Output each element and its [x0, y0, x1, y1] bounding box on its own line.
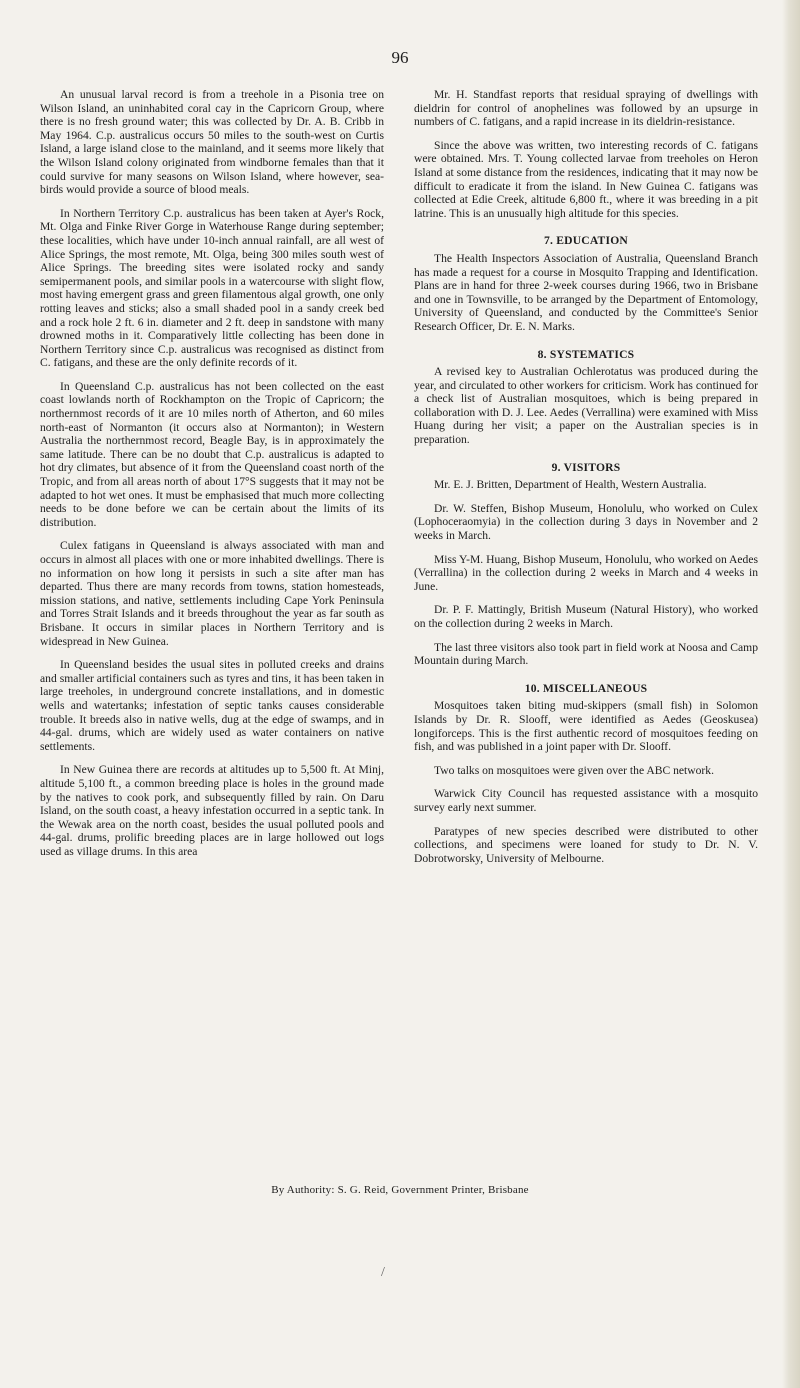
- paragraph: In New Guinea there are records at altitudes up to 5,500 ft. At Minj, altitude 5,100 ft., a common breeding place is holes in the ground made by the natives to cook pork, and subsequently filled by rain. On Daru Island, on the south coast, a heavy infestation occurred in a septic tank. In the Wewak area on the north coast, besides the usual polluted pools and 44-gal. drums, prolific breeding places are in large hollowed out logs used as village drums. In this area: [40, 763, 384, 858]
- section-heading: 8. SYSTEMATICS: [537, 347, 635, 361]
- page-edge: [782, 0, 800, 1388]
- paragraph: Mr. H. Standfast reports that residual spraying of dwellings with dieldrin for control of anophelines was followed by an upsurge in numbers of C. fatigans, and a rapid increase in its dieldrin-resistance.: [414, 88, 758, 129]
- right-column: [414, 88, 758, 875]
- section-heading: 9. VISITORS: [551, 460, 621, 474]
- page-number: 96: [391, 48, 409, 67]
- paragraph: A revised key to Australian Ochlerotatus was produced during the year, and circulated to other workers for criticism. Work has continued for a check list of Australian mosquitoes, which is being prepared in collaboration with D. J. Lee. Aedes (Verrallina) were examined with Miss Huang during her visit; a paper on the Australian species is in preparation.: [414, 365, 758, 447]
- paragraph: The last three visitors also took part in field work at Noosa and Camp Mountain during March.: [414, 640, 758, 668]
- paragraph: Mr. E. J. Britten, Department of Health, Western Australia.: [434, 478, 707, 492]
- paragraph: Culex fatigans in Queensland is always associated with man and occurs in almost all places with one or more inhabited dwellings. There is no information on how long it persists in such a site after man has departed. Thus there are many records from towns, station homesteads, mission stations, and native, settlements including Cape York Peninsula and Torres Strait Islands and it breeds throughout the year as far south as Brisbane. It occurs in similar places in Northern Territory and is widespread in New Guinea.: [40, 539, 384, 648]
- paragraph: Dr. W. Steffen, Bishop Museum, Honolulu, who worked on Culex (Lophoceraomyia) in the collection during 3 days in November and 2 weeks in March.: [414, 501, 758, 543]
- printer-imprint: By Authority: S. G. Reid, Government Printer, Brisbane: [271, 1184, 529, 1196]
- paragraph: In Queensland C.p. australicus has not been collected on the east coast lowlands north of Rockhampton on the Tropic of Capricorn; the northernmost records of it are 10 miles north of Atherton, and 60 miles north-east of Normanton (it occurs also at Normanton); in Western Australia the northernmost record, Beagle Bay, is in approximately the same latitude. There can be no doubt that C.p. australicus is adapted to hot dry climates, but absence of it from the Queensland coast north of the Tropic, and from all areas north of about 17°S suggests that it may not be adapted to hot wet ones. It must be emphasised that much more collecting needs to be done before we can be certain about the limits of its distribution.: [40, 379, 384, 529]
- left-column: [40, 88, 384, 868]
- stray-mark: /: [381, 1265, 385, 1280]
- section-heading: 10. MISCELLANEOUS: [524, 681, 648, 695]
- paragraph: Two talks on mosquitoes were given over the ABC network.: [434, 763, 714, 777]
- paragraph: Miss Y-M. Huang, Bishop Museum, Honolulu, who worked on Aedes (Verrallina) in the collection during 2 weeks in March and 4 weeks in June.: [414, 552, 758, 593]
- paragraph: An unusual larval record is from a treehole in a Pisonia tree on Wilson Island, an uninhabited coral cay in the Capricorn Group, where there is no fresh ground water; this was collected by Dr. A. B. Cribb in May 1964. C.p. australicus occurs 50 miles to the south-west on Curtis Island, a large island close to the mainland, and it seems more likely that the Wilson Island colony originated from windborne females than that it could survive for many seasons on Wilson Island, where however, sea-birds would provide a source of blood meals.: [40, 88, 384, 197]
- paragraph: In Queensland besides the usual sites in polluted creeks and drains and smaller artificial containers such as tyres and tins, it has been taken in large treeholes, in underground concrete installations, and in domestic wells and watertanks; infestation of septic tanks causes considerable trouble. It breeds also in native wells, dug at the edge of swamps, and in 44-gal. drums, which are widely used as water containers on native settlements.: [40, 658, 384, 753]
- paragraph: Dr. P. F. Mattingly, British Museum (Natural History), who worked on the collection during 2 weeks in March.: [414, 603, 758, 630]
- paragraph: Mosquitoes taken biting mud-skippers (small fish) in Solomon Islands by Dr. R. Slooff, were identified as Aedes (Geoskusea) longiforceps. This is the first authentic record of mosquitoes feeding on fish, and was published in a joint paper with Dr. Slooff.: [414, 699, 758, 754]
- section-heading: 7. EDUCATION: [544, 234, 628, 248]
- paragraph: Paratypes of new species described were distributed to other collections, and specimens were loaned for study to Dr. N. V. Dobrotworsky, University of Melbourne.: [414, 824, 758, 865]
- paragraph: Since the above was written, two interesting records of C. fatigans were obtained. Mrs. T. Young collected larvae from treeholes on Heron Island at some distance from the residences, indicating that it may now be difficult to eradicate it from the island. In New Guinea C. fatigans was collected at Edie Creek, altitude 6,800 ft., where it was breeding in a pit latrine. This is an unusually high altitude for this species.: [414, 138, 758, 220]
- paragraph: In Northern Territory C.p. australicus has been taken at Ayer's Rock, Mt. Olga and Finke River Gorge in Waterhouse Range during september; these localities, which have under 10-inch annual rainfall, are all west of Alice Springs, the most remote, Mt. Olga, being 300 miles south west of Alice Springs. The breeding sites were isolated rocky and sandy semipermanent pools, and similar pools in a watercourse with slight flow, most having emergent grass and green filamentous algal growth, one only rotting leaves and sticks; also a small shaded pool in a sandy creek bed and a rock hole 2 ft. 6 in. diameter and 2 ft. deep in sandstone with many drowned moths in it. Comparatively little collecting has been done in Northern Territory since C.p. australicus was recognised as distinct from C. fatigans, and these are the only definite records of it.: [40, 206, 384, 370]
- paragraph: Warwick City Council has requested assistance with a mosquito survey early next summer.: [414, 787, 758, 814]
- paragraph: The Health Inspectors Association of Australia, Queensland Branch has made a request for a course in Mosquito Trapping and Identification. Plans are in hand for three 2-week courses during 1966, two in Brisbane and one in Townsville, to be arranged by the Department of Entomology, University of Queensland, and conducted by the Committee's Senior Research Officer, Dr. E. N. Marks.: [414, 251, 758, 333]
